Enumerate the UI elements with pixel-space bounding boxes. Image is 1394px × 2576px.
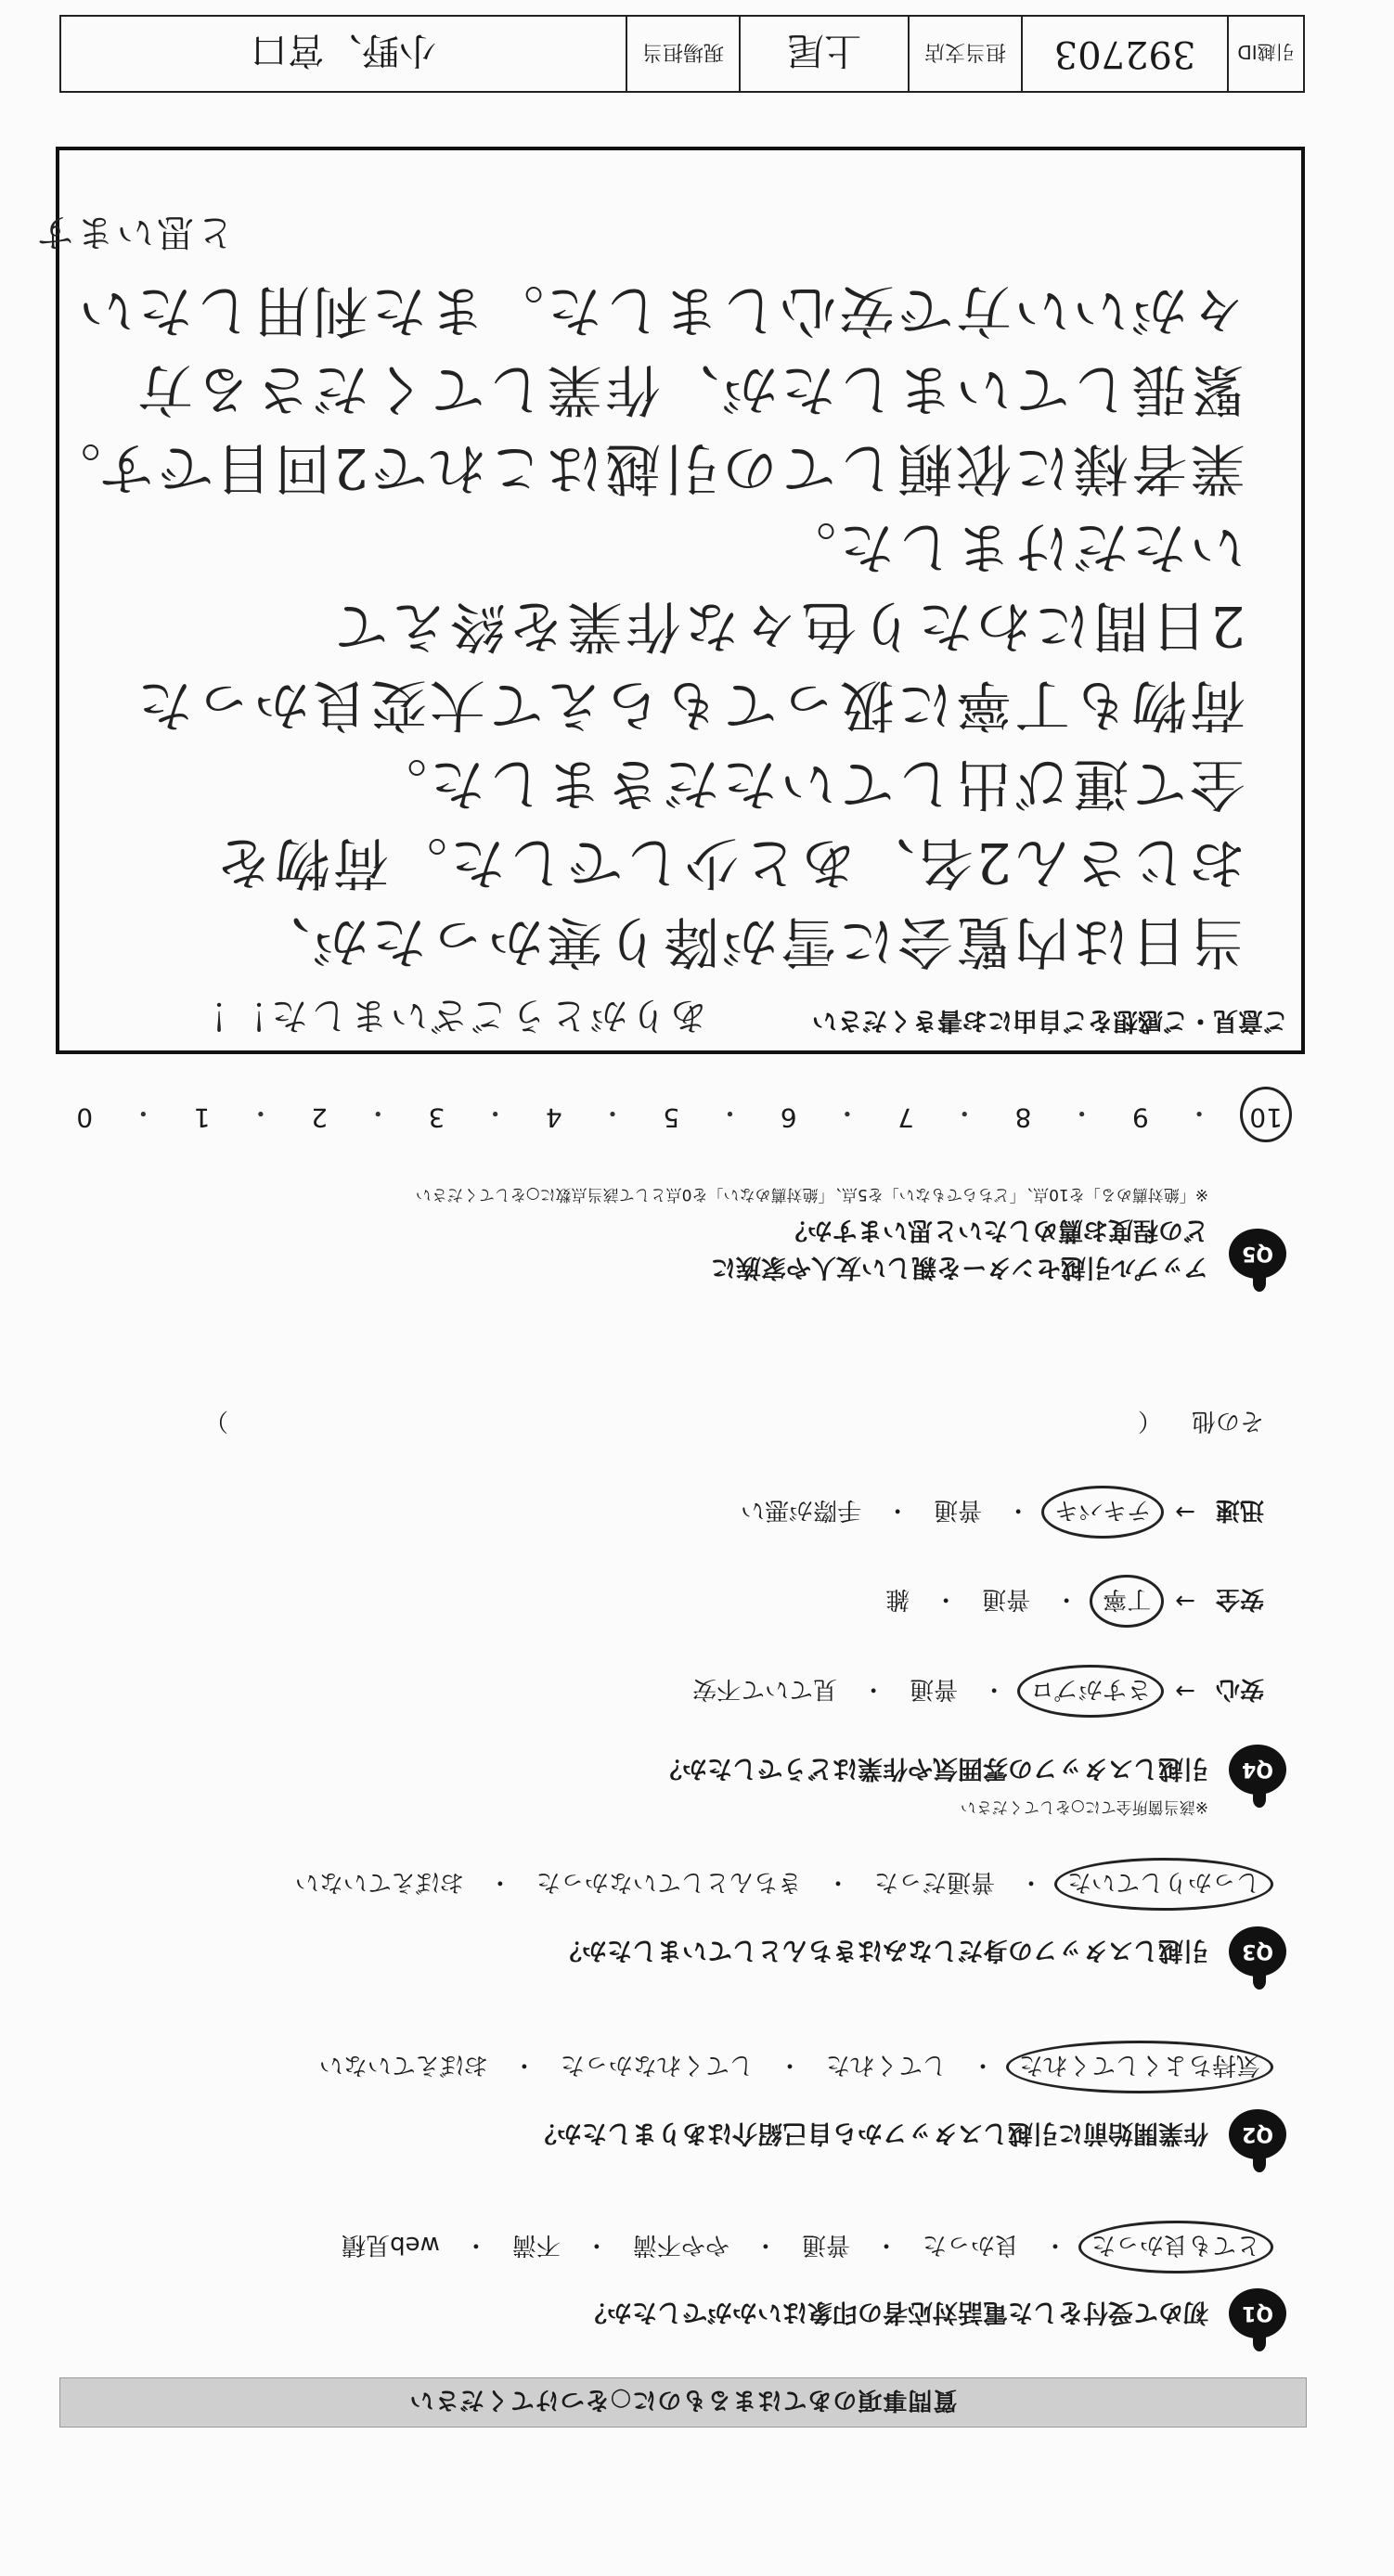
- q1-option-normal[interactable]: 普通: [801, 2231, 850, 2259]
- q4-option-careful[interactable]: 丁寧: [1099, 1584, 1155, 1618]
- comment-line: と思います: [34, 211, 234, 253]
- branch-value: 上尾: [739, 17, 908, 91]
- q4-text: 引越しスタッフの雰囲気や作業はどうでしたか？: [657, 1754, 1208, 1783]
- move-id-value: 392703: [1021, 17, 1227, 91]
- comment-line: 全て運び出していただきました。: [368, 751, 1246, 816]
- q4-row-label: 安全: [1215, 1585, 1264, 1613]
- q3-option-dont-remember[interactable]: おぼえていない: [294, 1868, 464, 1896]
- q5-score-0[interactable]: 0: [76, 1102, 94, 1133]
- q5-score-6[interactable]: 6: [780, 1102, 797, 1133]
- q4-row-label: 迅速: [1215, 1496, 1264, 1524]
- q5-score-3[interactable]: 3: [428, 1102, 445, 1133]
- q4-other-close: ）: [203, 1407, 228, 1435]
- q1-option-good[interactable]: 良かった: [922, 2231, 1019, 2259]
- comment-box[interactable]: [34, 147, 1305, 1054]
- q1-option-web[interactable]: web見積: [342, 2231, 440, 2259]
- q5-score-1[interactable]: 1: [193, 1102, 211, 1133]
- instructions-header: 質問事項のあてはまるものに○をつけてください: [59, 2377, 1307, 2428]
- q3-badge: Q3: [1229, 1926, 1286, 1977]
- q4-row-jinsoku: 迅速 → テキパキ ・ 普通 ・ 手際が悪い: [737, 1495, 1264, 1529]
- q1-option-bad[interactable]: 不満: [511, 2231, 561, 2259]
- branch-label: 担当支店: [908, 17, 1021, 91]
- q5-text-line1: アップル引越センターを親しい友人や家族に: [711, 1253, 1208, 1282]
- q3-option-normal[interactable]: 普通だった: [873, 1868, 995, 1896]
- site-leader-value: 小野、宮口: [251, 29, 436, 72]
- q2-option-dont-remember[interactable]: おぼえていない: [318, 2051, 488, 2079]
- comment-line: 2日間にわたり色々な作業を終えて: [329, 593, 1246, 658]
- q4-other-open: （: [1137, 1407, 1162, 1435]
- q1-option-somewhat-bad[interactable]: やや不満: [632, 2231, 729, 2259]
- q2-badge: Q2: [1229, 2109, 1286, 2159]
- q1-option-very-good[interactable]: とても良かった: [1088, 2230, 1264, 2264]
- comment-line: ありがとうございました！！: [188, 994, 707, 1037]
- q5-score-10[interactable]: 10: [1249, 1096, 1283, 1133]
- q3-text: 引越しスタッフの身だしなみはきちんとしていましたか？: [557, 1936, 1208, 1964]
- q2-option-yes[interactable]: してくれた: [825, 2051, 947, 2079]
- q4-option-quick[interactable]: テキパキ: [1051, 1495, 1155, 1529]
- q4-option-rough[interactable]: 雑: [885, 1585, 910, 1613]
- q4-other-row: [67, 1406, 1264, 1440]
- q1-text: 初めて受付をした電話対応者の印象はいかがでしたか？: [582, 2298, 1208, 2326]
- comment-title: ご意見・ご感想をご自由にお書きください: [812, 1006, 1288, 1035]
- q4-note: ※該当箇所全てに○をしてください: [960, 1797, 1208, 1816]
- q5-score-7[interactable]: 7: [897, 1102, 914, 1133]
- site-leader-label: 現場担当: [626, 17, 739, 91]
- footer-info-table: [59, 15, 1305, 93]
- q4-badge: Q4: [1229, 1745, 1286, 1795]
- comment-line: 緊張していましたが、作業してくださる方: [135, 356, 1246, 421]
- q4-row-anshin: 安心 → さすがプロ ・ 普通 ・ 見ていて不安: [689, 1674, 1264, 1708]
- q4-option-uneasy[interactable]: 見ていて不安: [692, 1675, 838, 1703]
- comment-line: おじさん2名、あと少しでした。荷物を: [213, 830, 1246, 895]
- q4-row-arrow: →: [1175, 1498, 1195, 1526]
- q2-option-no[interactable]: してくれなかった: [560, 2051, 754, 2079]
- q5-score-8[interactable]: 8: [1014, 1102, 1032, 1133]
- comment-line: 荷物も丁寧に扱ってもらえて大変良かった: [135, 672, 1246, 737]
- q2-option-pleasant[interactable]: 気持ちよくしてくれた: [1015, 2050, 1264, 2084]
- q5-score-9[interactable]: 9: [1131, 1102, 1149, 1133]
- comment-line: 業者様に依頼しての引越はこれで2回目です。: [42, 435, 1246, 500]
- comment-line: 当日は内覧会に雪が降り寒かったが、: [252, 908, 1246, 973]
- q4-option-normal[interactable]: 普通: [910, 1675, 959, 1703]
- q5-score-2[interactable]: 2: [311, 1102, 328, 1133]
- q3-options: しっかりしていた ・ 普通だった ・ きちんとしていなかった ・ おぼえていない: [291, 1867, 1264, 1901]
- q1-badge: Q1: [1229, 2288, 1286, 2338]
- q2-text: 作業開始前に引越しスタッフから自己紹介はありましたか？: [532, 2119, 1208, 2147]
- q5-badge: Q5: [1229, 1229, 1286, 1279]
- q3-option-neat[interactable]: しっかりしていた: [1064, 1867, 1264, 1901]
- q4-option-clumsy[interactable]: 手際が悪い: [741, 1496, 862, 1524]
- q4-option-normal[interactable]: 普通: [934, 1496, 983, 1524]
- move-id-label: 引越ID: [1227, 17, 1303, 91]
- q2-options: 気持ちよくしてくれた ・ してくれた ・ してくれなかった ・ おぼえていない: [316, 2050, 1264, 2084]
- q5-note: ※「絶対薦める」を10点、「どちらでもない」を5点、「絶対薦めない」を0点として該当点数に○をしてください: [415, 1185, 1208, 1204]
- q5-text-line2: どの程度お薦めしたいと思いますか？: [782, 1216, 1208, 1244]
- comment-line: 々がいい方で安心しました。また利用したい: [76, 277, 1246, 342]
- q5-score-5[interactable]: 5: [663, 1102, 680, 1133]
- q3-option-not-neat[interactable]: きちんとしていなかった: [536, 1868, 802, 1896]
- comment-line: いただけました。: [778, 514, 1246, 579]
- q4-row-arrow: →: [1175, 1677, 1195, 1706]
- q4-other-label: その他: [1191, 1407, 1264, 1435]
- q4-option-pro[interactable]: さすがプロ: [1026, 1674, 1155, 1708]
- q4-row-arrow: →: [1175, 1587, 1195, 1616]
- q4-option-normal[interactable]: 普通: [982, 1585, 1031, 1613]
- q1-options: とても良かった ・ 良かった ・ 普通 ・ やや不満 ・ 不満 ・ web見積: [338, 2230, 1264, 2264]
- q5-scale: 10 ・ 9 ・ 8 ・ 7 ・ 6 ・ 5 ・ 4 ・ 3 ・ 2 ・ 1 ・ 0: [76, 1098, 1283, 1133]
- q4-row-anzen: 安全 → 丁寧 ・ 普通 ・ 雑: [882, 1584, 1264, 1618]
- q4-row-label: 安心: [1215, 1675, 1264, 1703]
- q5-score-4[interactable]: 4: [545, 1102, 562, 1133]
